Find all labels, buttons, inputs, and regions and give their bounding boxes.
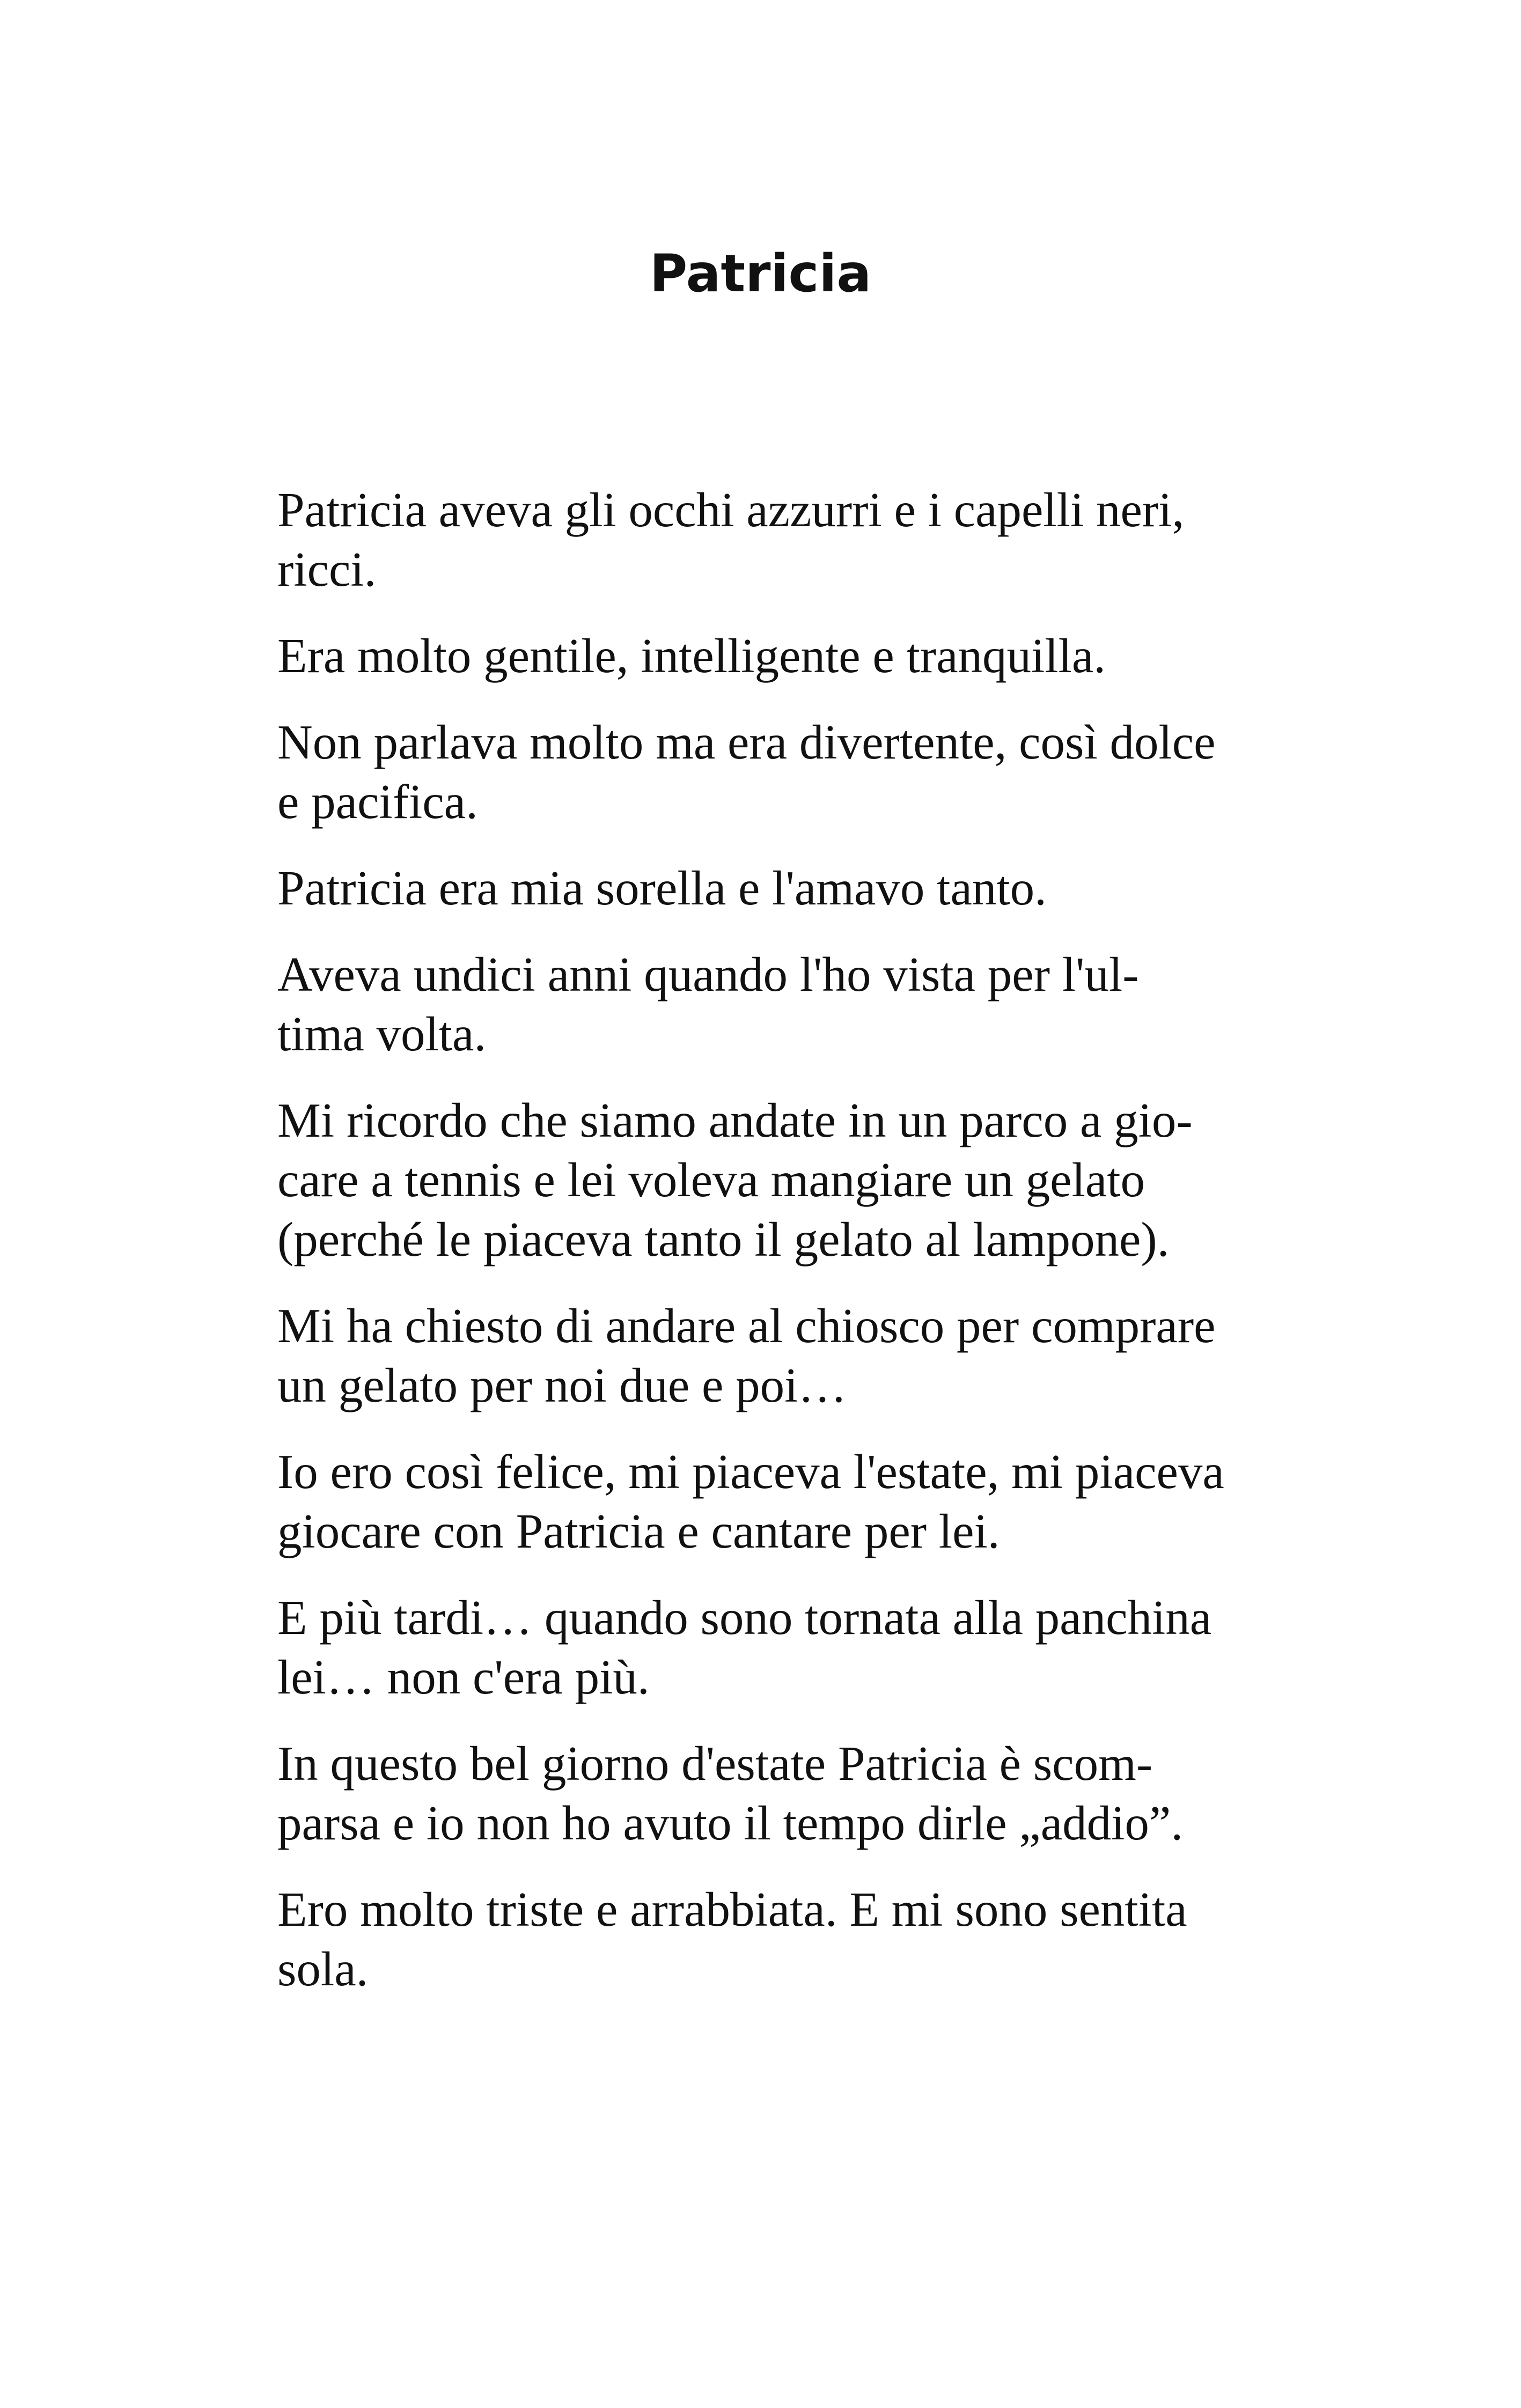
- text-line: Patricia aveva gli occhi azzurri e i capelli neri,: [277, 483, 1185, 537]
- paragraph: [277, 945, 1324, 1064]
- paragraph: [277, 858, 1324, 918]
- text-line: un gelato per noi due e poi…: [277, 1358, 847, 1412]
- text-line: Era molto gentile, intelligente e tranquilla.: [277, 629, 1106, 683]
- paragraph: [277, 1734, 1324, 1853]
- paragraph: [277, 1442, 1324, 1561]
- text-line: care a tennis e lei voleva mangiare un gelato: [277, 1153, 1145, 1207]
- text-line: sola.: [277, 1942, 369, 1996]
- text-line: Non parlava molto ma era divertente, così dolce: [277, 715, 1216, 769]
- paragraph: [277, 480, 1324, 599]
- paragraph: [277, 1091, 1324, 1269]
- text-line: E più tardi… quando sono tornata alla panchina: [277, 1590, 1212, 1645]
- paragraph: [277, 1296, 1324, 1415]
- text-line: ricci.: [277, 542, 377, 597]
- text-line: Aveva undici anni quando l'ho vista per l'ul-: [277, 947, 1139, 1002]
- text-line: e pacifica.: [277, 775, 478, 829]
- paragraph: [277, 1588, 1324, 1707]
- text-line: (perché le piaceva tanto il gelato al lampone).: [277, 1212, 1170, 1266]
- text-line: lei… non c'era più.: [277, 1650, 650, 1704]
- paragraph: [277, 712, 1324, 831]
- text-line: giocare con Patricia e cantare per lei.: [277, 1504, 1000, 1558]
- story-text: [277, 480, 1324, 2026]
- paragraph: [277, 626, 1324, 686]
- text-line: Mi ricordo che siamo andate in un parco a gio-: [277, 1093, 1193, 1147]
- text-line: Io ero così felice, mi piaceva l'estate, mi piaceva: [277, 1445, 1224, 1499]
- paragraph: [277, 1880, 1324, 1999]
- page-title: Patricia: [649, 244, 872, 304]
- text-line: Ero molto triste e arrabbiata. E mi sono sentita: [277, 1882, 1187, 1936]
- text-line: tima volta.: [277, 1007, 487, 1061]
- text-line: parsa e io non ho avuto il tempo dirle „addio”.: [277, 1796, 1184, 1850]
- text-line: Mi ha chiesto di andare al chiosco per comprare: [277, 1299, 1216, 1353]
- text-line: Patricia era mia sorella e l'amavo tanto.: [277, 861, 1047, 915]
- text-line: In questo bel giorno d'estate Patricia è scom-: [277, 1736, 1153, 1791]
